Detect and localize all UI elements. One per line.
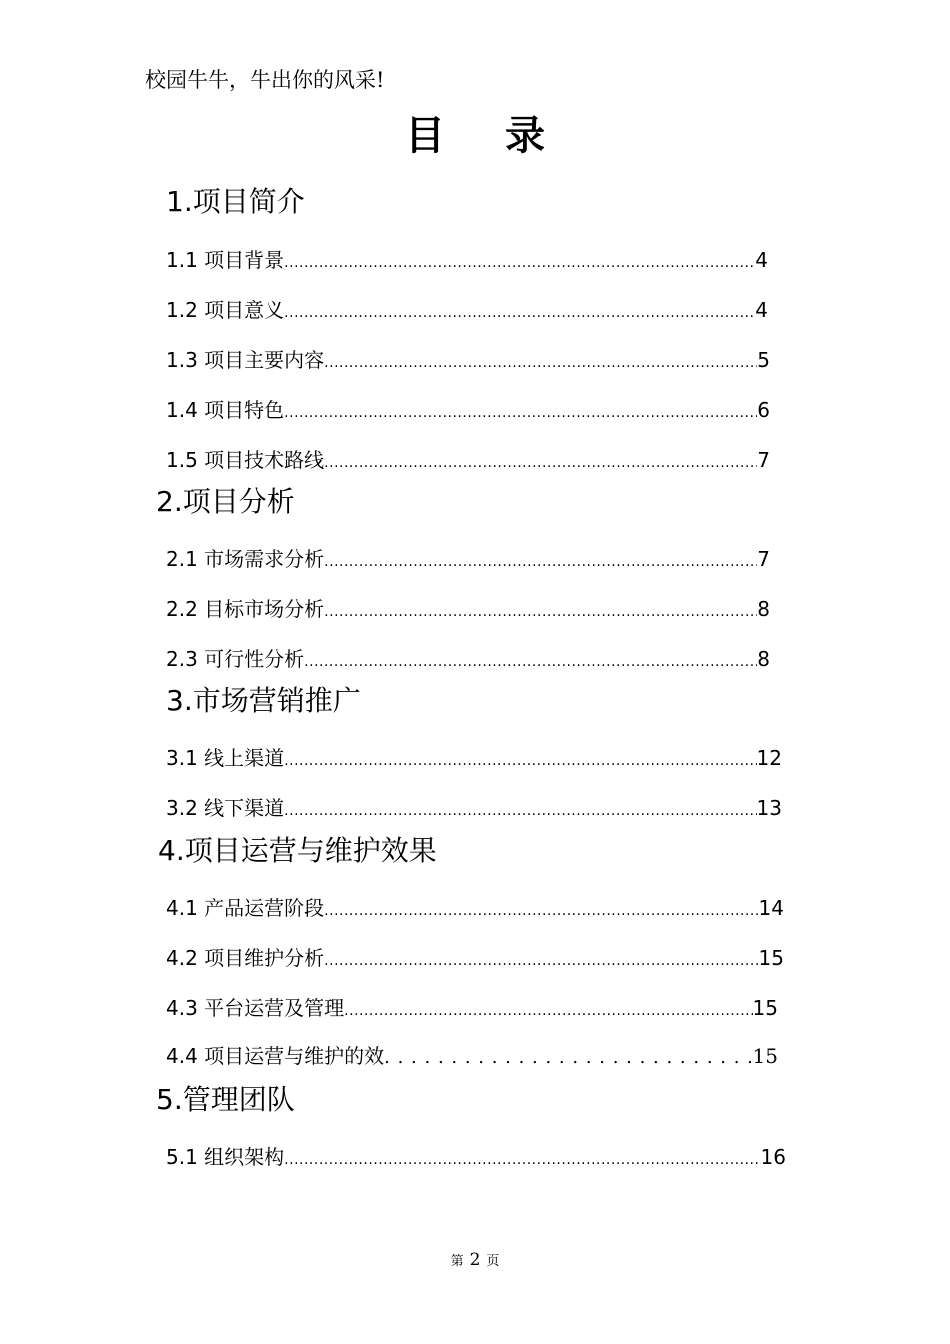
header-slogan: 校园牛牛，牛出你的风采!	[145, 68, 385, 92]
toc-section-4: 4.项目运营与维护效果	[158, 834, 437, 867]
toc-entry-3-1[interactable]	[166, 742, 782, 771]
toc-entry-2-2[interactable]	[166, 593, 770, 622]
footer-prefix: 第	[450, 1254, 464, 1269]
toc-entry-4-2[interactable]	[166, 942, 784, 971]
toc-entry-2-1[interactable]	[166, 543, 770, 572]
page-footer	[0, 1250, 950, 1270]
toc-title	[0, 104, 950, 161]
footer-page-number: 2	[469, 1250, 481, 1270]
toc-entry-3-2[interactable]	[166, 792, 782, 821]
toc-entry-label: 4.1 产品运营阶段	[166, 896, 325, 920]
toc-entry-label: 项目运营与维护的效	[204, 1044, 385, 1068]
toc-entry-2-3[interactable]	[166, 643, 770, 672]
toc-entry-page: 4	[755, 248, 768, 272]
toc-entry-label: 4.2 项目维护分析	[166, 946, 325, 970]
toc-entry-page: 13	[756, 796, 782, 820]
toc-entry-label: 4.3 平台运营及管理	[166, 996, 345, 1020]
toc-entry-number: 4.4	[166, 1044, 198, 1068]
toc-entry-1-3[interactable]	[166, 344, 770, 373]
toc-section-1: 1.项目简介	[166, 185, 305, 218]
toc-entry-page: 15	[752, 996, 778, 1020]
toc-entry-page: 16	[760, 1145, 786, 1169]
toc-entry-page: 8	[757, 597, 770, 621]
toc-entry-page: 7	[757, 547, 770, 571]
toc-entry-label: 1.5 项目技术路线	[166, 448, 325, 472]
toc-entry-1-2[interactable]	[166, 294, 768, 323]
toc-entry-1-4[interactable]	[166, 394, 770, 423]
toc-entry-label: 1.1 项目背景	[166, 248, 285, 272]
toc-title-right: 录	[505, 113, 545, 159]
toc-entry-5-1[interactable]	[166, 1141, 786, 1170]
toc-entry-page: 8	[757, 647, 770, 671]
toc-entry-4-4[interactable]	[166, 1040, 778, 1069]
toc-entry-page: 4	[755, 298, 768, 322]
toc-entry-page: 5	[757, 348, 770, 372]
toc-entry-label: 2.1 市场需求分析	[166, 547, 325, 571]
toc-entry-label: 2.3 可行性分析	[166, 647, 305, 671]
toc-entry-page: 7	[757, 448, 770, 472]
toc-title-left: 目	[405, 113, 445, 159]
toc-entry-label: 1.3 项目主要内容	[166, 348, 325, 372]
toc-entry-page: 15	[758, 946, 784, 970]
toc-entry-label: 2.2 目标市场分析	[166, 597, 325, 621]
toc-entry-4-1[interactable]	[166, 892, 784, 921]
toc-entry-1-5[interactable]	[166, 444, 770, 473]
toc-section-5: 5.管理团队	[156, 1083, 295, 1116]
toc-entry-page: 12	[756, 746, 782, 770]
toc-entry-label: 5.1 组织架构	[166, 1145, 285, 1169]
toc-entry-1-1[interactable]	[166, 244, 768, 273]
toc-entry-label: 3.1 线上渠道	[166, 746, 285, 770]
toc-entry-page: 6	[757, 398, 770, 422]
toc-entry-label: 1.2 项目意义	[166, 298, 285, 322]
toc-section-2: 2.项目分析	[156, 485, 295, 518]
toc-section-3: 3.市场营销推广	[166, 684, 361, 717]
footer-suffix: 页	[486, 1254, 500, 1269]
toc-entry-label: 1.4 项目特色	[166, 398, 285, 422]
toc-entry-page: 14	[758, 896, 784, 920]
toc-entry-page: 15	[752, 1044, 778, 1068]
toc-entry-label: 3.2 线下渠道	[166, 796, 285, 820]
toc-entry-4-3[interactable]	[166, 992, 778, 1021]
